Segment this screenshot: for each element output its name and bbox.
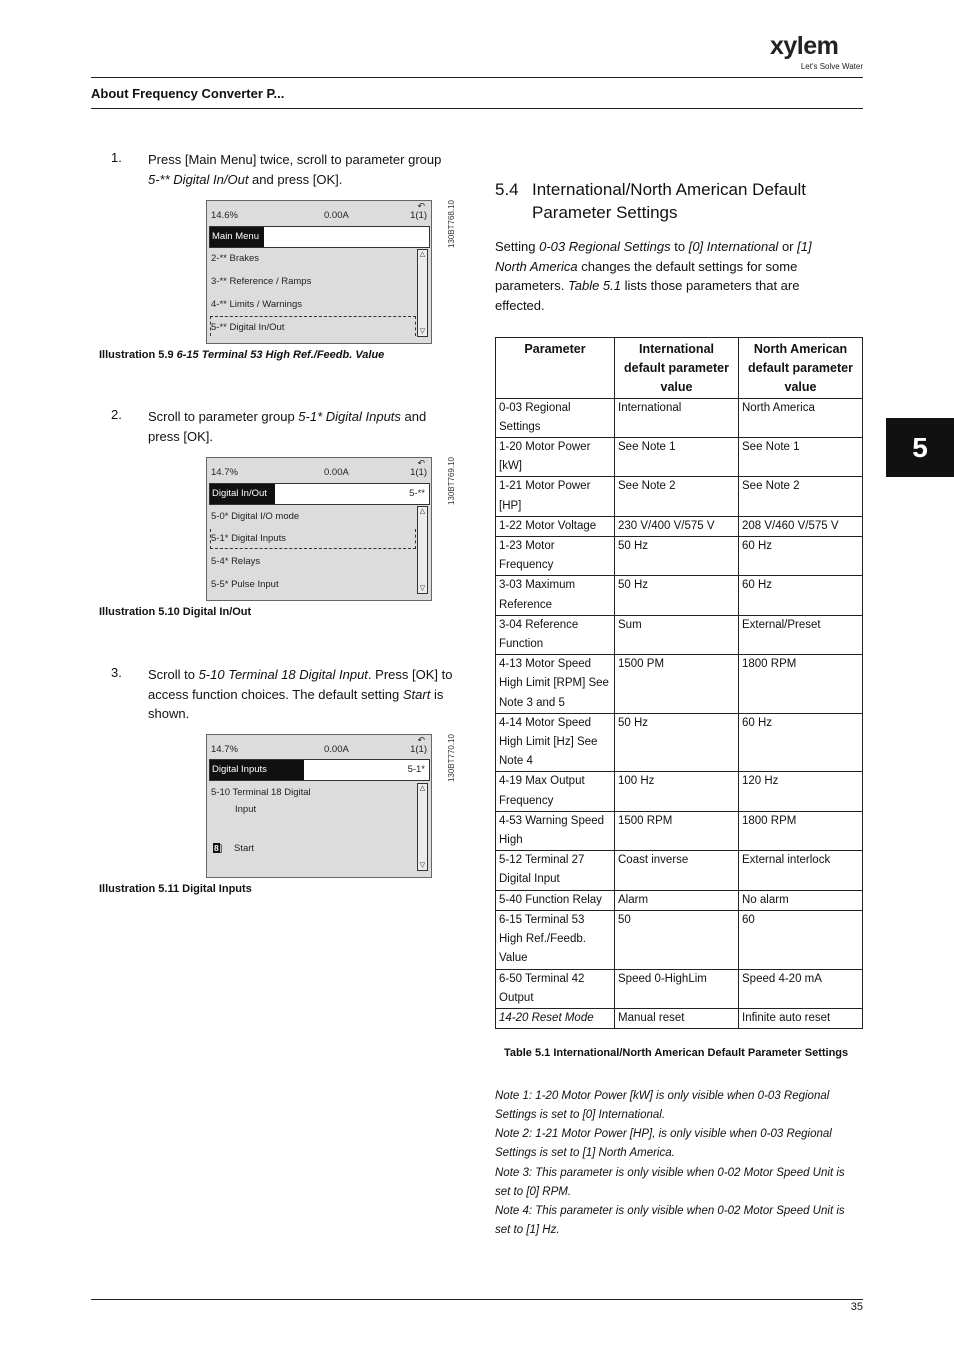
intl-value-cell: 50 Hz [615, 537, 739, 576]
intl-value-cell: 50 Hz [615, 713, 739, 772]
intl-value-cell: 1500 PM [615, 655, 739, 714]
logo-tagline: Let's Solve Water [800, 62, 863, 71]
intl-value-cell: Speed 0-HighLim [615, 969, 739, 1008]
na-value-cell: See Note 2 [739, 477, 863, 516]
lcd-selected-group: 5-** [409, 488, 425, 499]
lcd-status-current: 0.00A [324, 744, 349, 755]
lcd-menu-item: 5-4* Relays [211, 556, 261, 567]
param-cell: 1-21 Motor Power [HP] [496, 477, 615, 516]
na-value-cell: 60 [739, 910, 863, 969]
section-title-line1: International/North American Default [532, 180, 807, 199]
table-caption: Table 5.1 International/North American Default Parameter Settings [504, 1047, 849, 1059]
na-value-cell: 1800 RPM [739, 811, 863, 850]
lcd-menu-item: 5-0* Digital I/O mode [211, 511, 300, 522]
lcd-param-name-cont: Input [235, 804, 257, 815]
na-value-cell: Infinite auto reset [739, 1008, 863, 1028]
scroll-up-icon: △ [419, 785, 426, 792]
lcd-value: Start [234, 843, 255, 854]
lcd-status-current: 0.00A [324, 467, 349, 478]
table-row [496, 969, 863, 1008]
column-header: Parameter [496, 338, 615, 399]
value-index-box: 8 [214, 843, 219, 853]
header-rule-bottom [91, 108, 863, 109]
scroll-down-icon: ▽ [419, 862, 426, 869]
illustration-caption: Illustration 5.10 Digital In/Out [99, 606, 252, 618]
param-cell: 1-23 Motor Frequency [496, 537, 615, 576]
table-row [496, 851, 863, 890]
intl-value-cell: Alarm [615, 890, 739, 910]
figure-code: 130BT769.10 [447, 457, 456, 506]
intl-value-cell: International [615, 398, 739, 437]
na-value-cell: 120 Hz [739, 772, 863, 811]
lcd-scrollbar [417, 783, 428, 871]
lcd-status-left: 14.7% [211, 744, 238, 755]
page-number: 35 [850, 1301, 863, 1313]
footer-rule [91, 1299, 863, 1300]
illustration-caption [99, 349, 384, 361]
param-cell: 3-04 Reference Function [496, 615, 615, 654]
table-row [496, 655, 863, 714]
param-cell: 6-50 Terminal 42 Output [496, 969, 615, 1008]
section-intro: Setting 0-03 Regional Settings to [0] International or [1] North America changes the default settings for some parameters. Table 5.1 lists those parameters that are effected. [495, 239, 812, 313]
na-value-cell: 60 Hz [739, 713, 863, 772]
figure-code: 130BT770.10 [447, 734, 456, 783]
lcd-digital-in-out [206, 457, 432, 601]
intl-value-cell: 230 V/400 V/575 V [615, 516, 739, 536]
scroll-down-icon: ▽ [419, 585, 426, 592]
lcd-status-setup: 1(1) [410, 467, 427, 478]
brand-logo [770, 32, 865, 74]
param-cell: 4-13 Motor Speed High Limit [RPM] See Note 3 and 5 [496, 655, 615, 714]
step-1-text: Press [Main Menu] twice, scroll to parameter group 5-** Digital In/Out and press [OK]. [148, 152, 442, 187]
column-header: North American default parameter value [739, 338, 863, 399]
table-row [496, 576, 863, 615]
param-cell: 4-19 Max Output Frequency [496, 772, 615, 811]
table-row [496, 713, 863, 772]
caption-prefix: Illustration 5.9 [99, 349, 174, 361]
illustration-caption: Illustration 5.11 Digital Inputs [99, 883, 252, 895]
intl-value-cell: Manual reset [615, 1008, 739, 1028]
column-header: International default parameter value [615, 338, 739, 399]
lcd-selected-group: 5-1* [407, 764, 425, 775]
table-row [496, 615, 863, 654]
lcd-menu-item: 3-** Reference / Ramps [211, 276, 312, 287]
table-row [496, 772, 863, 811]
intl-value-cell: 50 [615, 910, 739, 969]
table-row [496, 890, 863, 910]
lcd-selected-bar [209, 226, 430, 248]
step-3-number: 3. [111, 665, 122, 680]
na-value-cell: See Note 1 [739, 438, 863, 477]
scroll-up-icon: △ [419, 508, 426, 515]
figure-code: 130BT768.10 [447, 200, 456, 249]
na-value-cell: 60 Hz [739, 537, 863, 576]
lcd-status-setup: 1(1) [410, 744, 427, 755]
na-value-cell: Speed 4-20 mA [739, 969, 863, 1008]
lcd-selected-label: Digital Inputs [210, 760, 304, 780]
table-row [496, 438, 863, 477]
lcd-menu-item: 5-5* Pulse Input [211, 579, 279, 590]
lcd-status-left: 14.7% [211, 467, 238, 478]
na-value-cell: 60 Hz [739, 576, 863, 615]
note-item: Note 1: 1-20 Motor Power [kW] is only visible when 0-03 Regional Settings is set to [0] International. [495, 1090, 830, 1122]
na-value-cell: North America [739, 398, 863, 437]
lcd-menu-item: 2-** Brakes [211, 253, 260, 264]
back-arrow-icon: ↶ [417, 458, 425, 468]
param-cell: 14-20 Reset Mode [496, 1008, 615, 1028]
na-value-cell: No alarm [739, 890, 863, 910]
caption-param: 6-15 Terminal 53 High Ref./Feedb. Value [176, 349, 385, 361]
param-cell: 1-20 Motor Power [kW] [496, 438, 615, 477]
running-header: About Frequency Converter P... [91, 86, 285, 101]
intl-value-cell: 1500 RPM [615, 811, 739, 850]
lcd-scrollbar [417, 506, 428, 594]
lcd-selected-bar [209, 759, 430, 781]
lcd-selected-label: Digital In/Out [210, 484, 275, 504]
table-header-row [496, 338, 863, 399]
intl-value-cell: See Note 1 [615, 438, 739, 477]
lcd-value-index: 8] [214, 843, 223, 853]
back-arrow-icon: ↶ [417, 735, 425, 745]
step-2-text: Scroll to parameter group 5-1* Digital Inputs and press [OK]. [148, 409, 427, 444]
lcd-menu-item: 5-** Digital In/Out [211, 322, 285, 333]
table-row [496, 910, 863, 969]
section-title-line2: Parameter Settings [532, 203, 678, 222]
intl-value-cell: 100 Hz [615, 772, 739, 811]
table-row [496, 811, 863, 850]
intl-value-cell: 50 Hz [615, 576, 739, 615]
note-item: Note 2: 1-21 Motor Power [HP], is only visible when 0-03 Regional Settings is set to [1] North America. [495, 1128, 832, 1160]
param-cell: 5-40 Function Relay [496, 890, 615, 910]
lcd-menu-item: 5-1* Digital Inputs [211, 533, 286, 544]
table-row [496, 477, 863, 516]
parameter-table [495, 337, 863, 1029]
logo-wordmark: xylem [770, 32, 839, 60]
table-row [496, 516, 863, 536]
param-cell: 1-22 Motor Voltage [496, 516, 615, 536]
table-row [496, 537, 863, 576]
lcd-status-left: 14.6% [211, 210, 238, 221]
step-1-number: 1. [111, 150, 122, 165]
na-value-cell: External interlock [739, 851, 863, 890]
table-row [496, 398, 863, 437]
param-cell: 5-12 Terminal 27 Digital Input [496, 851, 615, 890]
lcd-digital-inputs [206, 734, 432, 878]
intl-value-cell: See Note 2 [615, 477, 739, 516]
intl-value-cell: Sum [615, 615, 739, 654]
lcd-scrollbar [417, 249, 428, 337]
param-cell: 4-14 Motor Speed High Limit [Hz] See Note 4 [496, 713, 615, 772]
na-value-cell: 208 V/460 V/575 V [739, 516, 863, 536]
scroll-down-icon: ▽ [419, 328, 426, 335]
chapter-tab: 5 [886, 418, 954, 477]
param-cell: 6-15 Terminal 53 High Ref./Feedb. Value [496, 910, 615, 969]
param-cell: 0-03 Regional Settings [496, 398, 615, 437]
intl-value-cell: Coast inverse [615, 851, 739, 890]
table-row [496, 1008, 863, 1028]
header-rule-top [91, 77, 863, 78]
lcd-status-current: 0.00A [324, 210, 349, 221]
lcd-selected-bar [209, 483, 430, 505]
lcd-selected-label: Main Menu [210, 227, 264, 247]
lcd-main-menu [206, 200, 432, 344]
section-number: 5.4 [495, 180, 519, 199]
param-cell: 4-53 Warning Speed High [496, 811, 615, 850]
na-value-cell: External/Preset [739, 615, 863, 654]
note-item: Note 3: This parameter is only visible when 0-02 Motor Speed Unit is set to [0] RPM. [495, 1167, 845, 1199]
na-value-cell: 1800 RPM [739, 655, 863, 714]
step-2-number: 2. [111, 407, 122, 422]
lcd-status-setup: 1(1) [410, 210, 427, 221]
param-cell: 3-03 Maximum Reference [496, 576, 615, 615]
lcd-menu-item: 4-** Limits / Warnings [211, 299, 302, 310]
lcd-param-name: 5-10 Terminal 18 Digital [211, 787, 311, 798]
back-arrow-icon: ↶ [417, 201, 425, 211]
note-item: Note 4: This parameter is only visible when 0-02 Motor Speed Unit is set to [1] Hz. [495, 1205, 845, 1237]
step-3-text: Scroll to 5-10 Terminal 18 Digital Input. Press [OK] to access function choices. The default setting Start is shown. [148, 667, 453, 721]
scroll-up-icon: △ [419, 251, 426, 258]
